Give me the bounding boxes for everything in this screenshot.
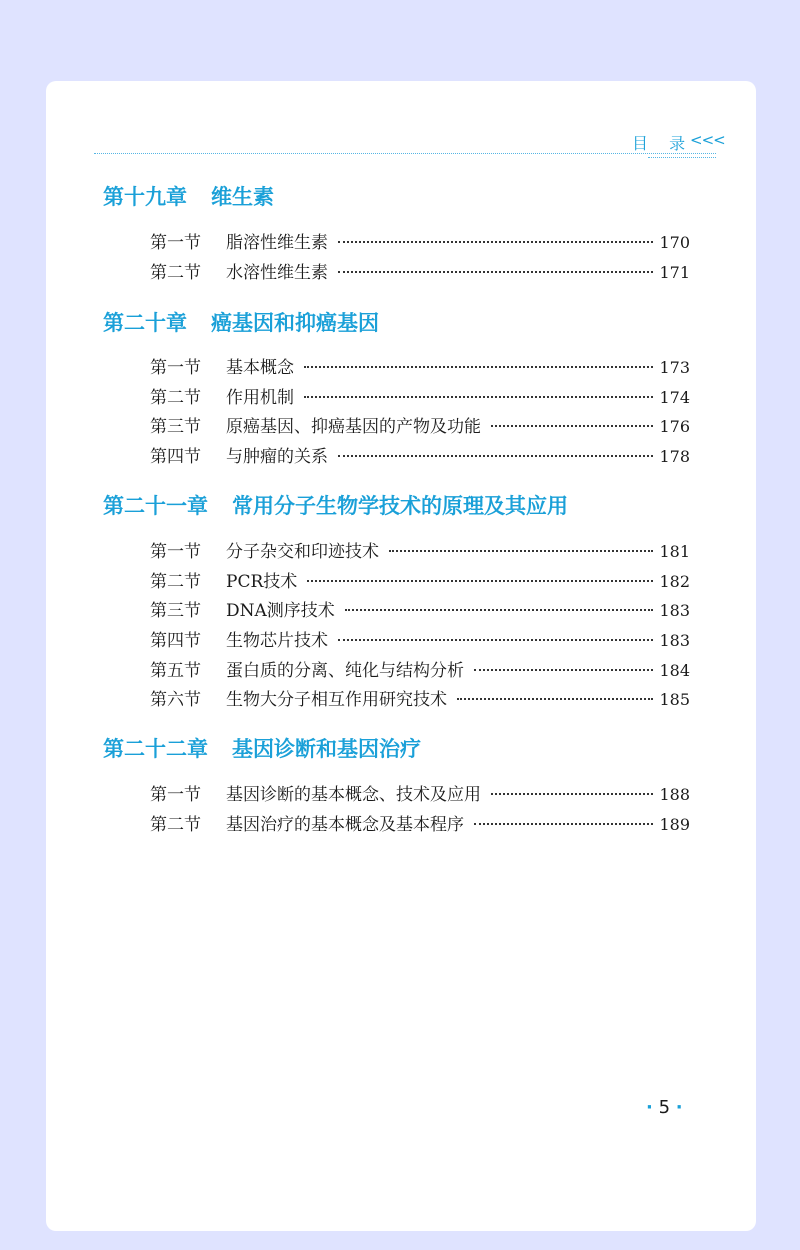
toc-entry[interactable] xyxy=(150,810,690,836)
dot-leader xyxy=(474,669,653,671)
page-ref: 182 xyxy=(659,572,690,591)
section-number: 第二节 xyxy=(150,388,201,408)
page-ref: 184 xyxy=(659,661,690,680)
dot-leader xyxy=(491,425,653,427)
toc-entry[interactable] xyxy=(150,228,690,254)
chapter-heading xyxy=(103,490,568,520)
dot-leader xyxy=(338,639,653,641)
toc-entry[interactable] xyxy=(150,567,690,593)
toc-entry[interactable] xyxy=(150,258,690,284)
dot-leader xyxy=(338,271,653,273)
section-title: 作用机制 xyxy=(226,388,294,408)
dot-leader xyxy=(345,609,654,611)
page-ref: 174 xyxy=(659,388,690,407)
toc-entry[interactable] xyxy=(150,353,690,379)
page-ref: 189 xyxy=(659,815,690,834)
page-ref: 188 xyxy=(659,785,690,804)
chapter-heading xyxy=(103,181,274,211)
page-ref: 171 xyxy=(659,263,690,282)
chapter-heading xyxy=(103,307,379,337)
page-ref: 176 xyxy=(659,417,690,436)
section-title: 生物大分子相互作用研究技术 xyxy=(226,690,447,710)
chevrons-left-icon: <<< xyxy=(690,131,725,149)
chapter-title: 基因诊断和基因治疗 xyxy=(232,737,421,761)
dot-leader xyxy=(474,823,653,825)
chapter-title: 维生素 xyxy=(211,185,274,209)
toc-entry[interactable] xyxy=(150,442,690,468)
section-title: 与肿瘤的关系 xyxy=(226,447,328,467)
section-title: 蛋白质的分离、纯化与结构分析 xyxy=(226,661,464,681)
toc-entry[interactable] xyxy=(150,383,690,409)
page-number xyxy=(646,1097,683,1118)
chapter-number: 第二十二章 xyxy=(103,737,208,761)
section-number: 第二节 xyxy=(150,572,201,592)
toc-entry[interactable] xyxy=(150,780,690,806)
toc-entry[interactable] xyxy=(150,626,690,652)
header-divider-accent xyxy=(648,157,716,158)
section-number: 第一节 xyxy=(150,358,201,378)
toc-entry[interactable] xyxy=(150,656,690,682)
section-number: 第二节 xyxy=(150,815,201,835)
section-title: PCR技术 xyxy=(226,572,298,592)
section-number: 第一节 xyxy=(150,233,201,253)
dot-leader xyxy=(304,366,653,368)
page-header xyxy=(46,81,756,161)
section-number: 第四节 xyxy=(150,447,201,467)
chapter-heading xyxy=(103,733,421,763)
section-title: 基因治疗的基本概念及基本程序 xyxy=(226,815,464,835)
page-ref: 178 xyxy=(659,447,690,466)
section-number: 第一节 xyxy=(150,785,201,805)
dot-leader xyxy=(338,455,653,457)
section-number: 第三节 xyxy=(150,417,201,437)
page-ref: 183 xyxy=(659,631,690,650)
toc-entry[interactable] xyxy=(150,537,690,563)
header-divider xyxy=(94,153,716,154)
section-number: 第六节 xyxy=(150,690,201,710)
section-number: 第一节 xyxy=(150,542,201,562)
section-title: 分子杂交和印迹技术 xyxy=(226,542,379,562)
chapter-title: 癌基因和抑癌基因 xyxy=(211,311,379,335)
toc-entry[interactable] xyxy=(150,685,690,711)
section-title: 基本概念 xyxy=(226,358,294,378)
chapter-title: 常用分子生物学技术的原理及其应用 xyxy=(232,494,568,518)
section-title: 脂溶性维生素 xyxy=(226,233,328,253)
dot-leader xyxy=(338,241,653,243)
page-ref: 181 xyxy=(659,542,690,561)
bullet-left: · xyxy=(646,1097,653,1118)
section-number: 第三节 xyxy=(150,601,201,621)
page-ref: 183 xyxy=(659,601,690,620)
toc-entry[interactable] xyxy=(150,596,690,622)
toc-entry[interactable] xyxy=(150,412,690,438)
section-number: 第二节 xyxy=(150,263,201,283)
dot-leader xyxy=(304,396,653,398)
section-title: 生物芯片技术 xyxy=(226,631,328,651)
page-number-value: 5 xyxy=(658,1097,671,1118)
dot-leader xyxy=(491,793,653,795)
section-title: 基因诊断的基本概念、技术及应用 xyxy=(226,785,481,805)
dot-leader xyxy=(457,698,653,700)
page-ref: 185 xyxy=(659,690,690,709)
chapter-number: 第二十一章 xyxy=(103,494,208,518)
chapter-number: 第二十章 xyxy=(103,311,187,335)
page-ref: 173 xyxy=(659,358,690,377)
dot-leader xyxy=(389,550,653,552)
page-ref: 170 xyxy=(659,233,690,252)
section-title: DNA测序技术 xyxy=(226,601,335,621)
section-title: 原癌基因、抑癌基因的产物及功能 xyxy=(226,417,481,437)
bullet-right: · xyxy=(675,1097,683,1118)
section-number: 第四节 xyxy=(150,631,201,651)
chapter-number: 第十九章 xyxy=(103,185,187,209)
section-title: 水溶性维生素 xyxy=(226,263,328,283)
dot-leader xyxy=(307,580,653,582)
book-page xyxy=(46,81,756,1231)
section-number: 第五节 xyxy=(150,661,201,681)
header-title: 目 录 xyxy=(632,134,694,153)
